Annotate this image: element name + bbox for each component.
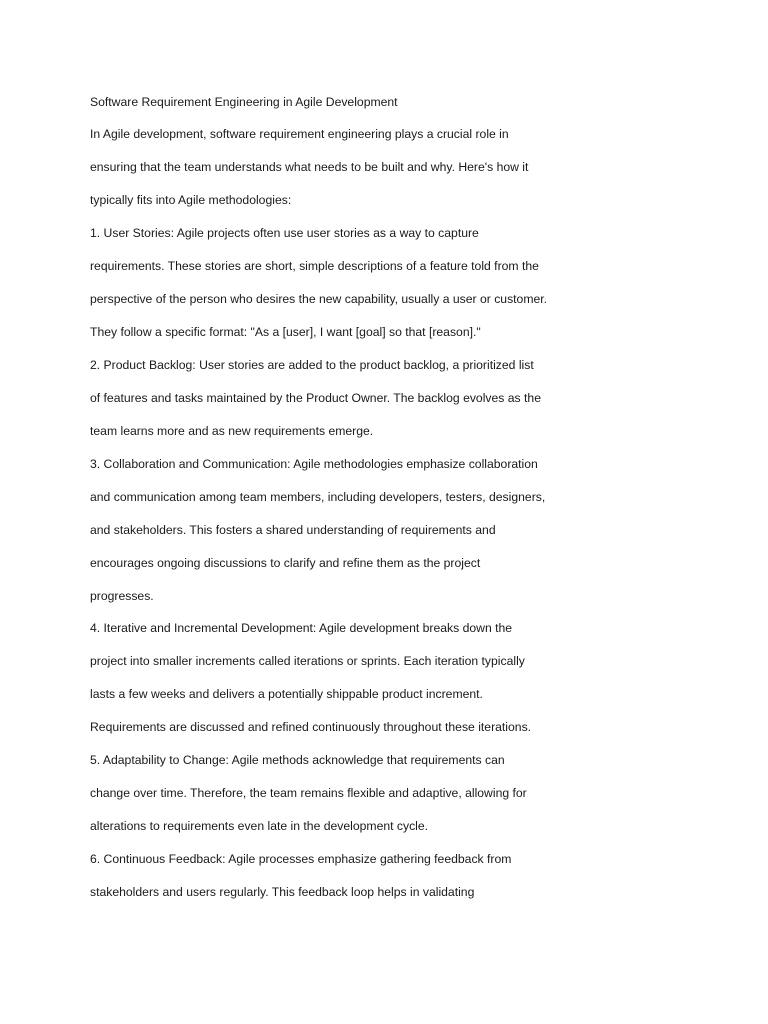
list-item-heading: 6. Continuous Feedback: Agile processes emphasize gathering feedback from bbox=[90, 852, 512, 866]
text-line: typically fits into Agile methodologies: bbox=[90, 193, 292, 207]
list-item-heading: 4. Iterative and Incremental Development: Agile development breaks down the bbox=[90, 621, 513, 635]
text-line: team learns more and as new requirements emerge. bbox=[90, 424, 374, 438]
text-line: lasts a few weeks and delivers a potentially shippable product increment. bbox=[90, 687, 483, 701]
text-line: In Agile development, software requirement engineering plays a crucial role in bbox=[90, 127, 509, 141]
text-line: project into smaller increments called iterations or sprints. Each iteration typically bbox=[90, 654, 525, 668]
text-line: encourages ongoing discussions to clarify and refine them as the project bbox=[90, 556, 481, 570]
text-line: and communication among team members, including developers, testers, designers, bbox=[90, 490, 546, 504]
list-item-heading: 3. Collaboration and Communication: Agile methodologies emphasize collaboration bbox=[90, 457, 538, 471]
text-line: stakeholders and users regularly. This feedback loop helps in validating bbox=[90, 885, 475, 899]
text-line: They follow a specific format: "As a [user], I want [goal] so that [reason]." bbox=[90, 325, 481, 339]
text-line: perspective of the person who desires the new capability, usually a user or customer. bbox=[90, 292, 548, 306]
text-line: change over time. Therefore, the team remains flexible and adaptive, allowing for bbox=[90, 786, 527, 800]
text-line: Requirements are discussed and refined continuously throughout these iterations. bbox=[90, 720, 532, 734]
list-item-heading: 1. User Stories: Agile projects often use user stories as a way to capture bbox=[90, 226, 479, 240]
document-title: Software Requirement Engineering in Agile Development bbox=[90, 95, 398, 109]
text-line: requirements. These stories are short, simple descriptions of a feature told from the bbox=[90, 259, 539, 273]
text-line: of features and tasks maintained by the Product Owner. The backlog evolves as the bbox=[90, 391, 541, 405]
text-line: ensuring that the team understands what needs to be built and why. Here's how it bbox=[90, 160, 529, 174]
list-item-heading: 5. Adaptability to Change: Agile methods acknowledge that requirements can bbox=[90, 753, 505, 767]
text-line: progresses. bbox=[90, 589, 154, 603]
text-line: and stakeholders. This fosters a shared understanding of requirements and bbox=[90, 523, 496, 537]
list-item-heading: 2. Product Backlog: User stories are added to the product backlog, a prioritized list bbox=[90, 358, 534, 372]
text-line: alterations to requirements even late in the development cycle. bbox=[90, 819, 429, 833]
